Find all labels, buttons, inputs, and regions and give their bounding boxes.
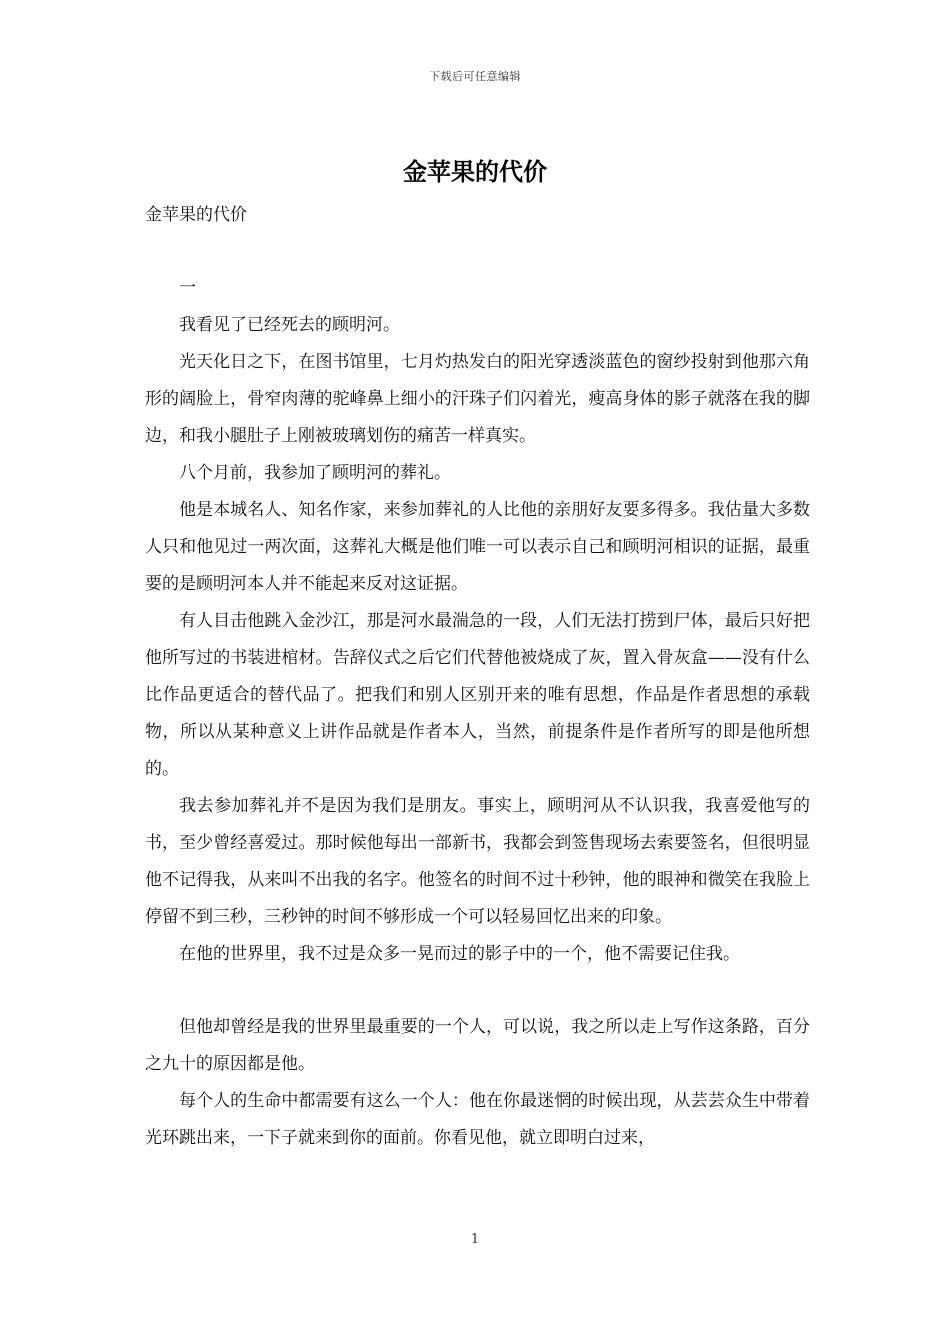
paragraph: 有人目击他跳入金沙江，那是河水最湍急的一段，人们无法打捞到尸体，最后只好把他所写过的书装进棺材。告辞仪式之后它们代替他被烧成了灰，置入骨灰盒——没有什么比作品更适合的替代品了。把我们和别人区别开来的唯有思想，作品是作者思想的承载物，所以从某种意义上讲作品就是作者本人，当然，前提条件是作者所写的即是他所想的。 <box>145 611 810 779</box>
page-header-note: 下载后可任意编辑 <box>429 70 521 83</box>
section-number: 一 <box>179 278 196 298</box>
document-title: 金苹果的代价 <box>403 157 547 186</box>
paragraph: 每个人的生命中都需要有这么一个人：他在你最迷惘的时候出现，从芸芸众生中带着光环跳出来，一下子就来到你的面前。你看见他，就立即明白过来， <box>145 1091 810 1148</box>
paragraph: 但他却曾经是我的世界里最重要的一个人，可以说，我之所以走上写作这条路，百分之九十的原因都是他。 <box>145 1017 810 1074</box>
paragraph: 八个月前，我参加了顾明河的葬礼。 <box>179 463 451 483</box>
paragraph: 光天化日之下，在图书馆里，七月灼热发白的阳光穿透淡蓝色的窗纱投射到他那六角形的阔脸上，骨窄肉薄的驼峰鼻上细小的汗珠子们闪着光，瘦高身体的影子就落在我的脚边，和我小腿肚子上刚被玻璃划伤的痛苦一样真实。 <box>145 352 810 446</box>
paragraph: 他是本城名人、知名作家，来参加葬礼的人比他的亲朋好友要多得多。我估量大多数人只和他见过一两次面，这葬礼大概是他们唯一可以表示自己和顾明河相识的证据，最重要的是顾明河本人并不能起来反对这证据。 <box>145 500 810 594</box>
document-subtitle: 金苹果的代价 <box>145 205 247 225</box>
document-body <box>145 270 810 1157</box>
paragraph: 我看见了已经死去的顾明河。 <box>179 315 400 335</box>
paragraph: 在他的世界里，我不过是众多一晃而过的影子中的一个，他不需要记住我。 <box>179 944 740 964</box>
page-number: 1 <box>470 1232 480 1247</box>
paragraph: 我去参加葬礼并不是因为我们是朋友。事实上，顾明河从不认识我，我喜爱他写的书，至少曾经喜爱过。那时候他每出一部新书，我都会到签售现场去索要签名，但很明显他不记得我，从来叫不出我的名字。他签名的时间不过十秒钟，他的眼神和微笑在我脸上停留不到三秒，三秒钟的时间不够形成一个可以轻易回忆出来的印象。 <box>145 796 810 927</box>
